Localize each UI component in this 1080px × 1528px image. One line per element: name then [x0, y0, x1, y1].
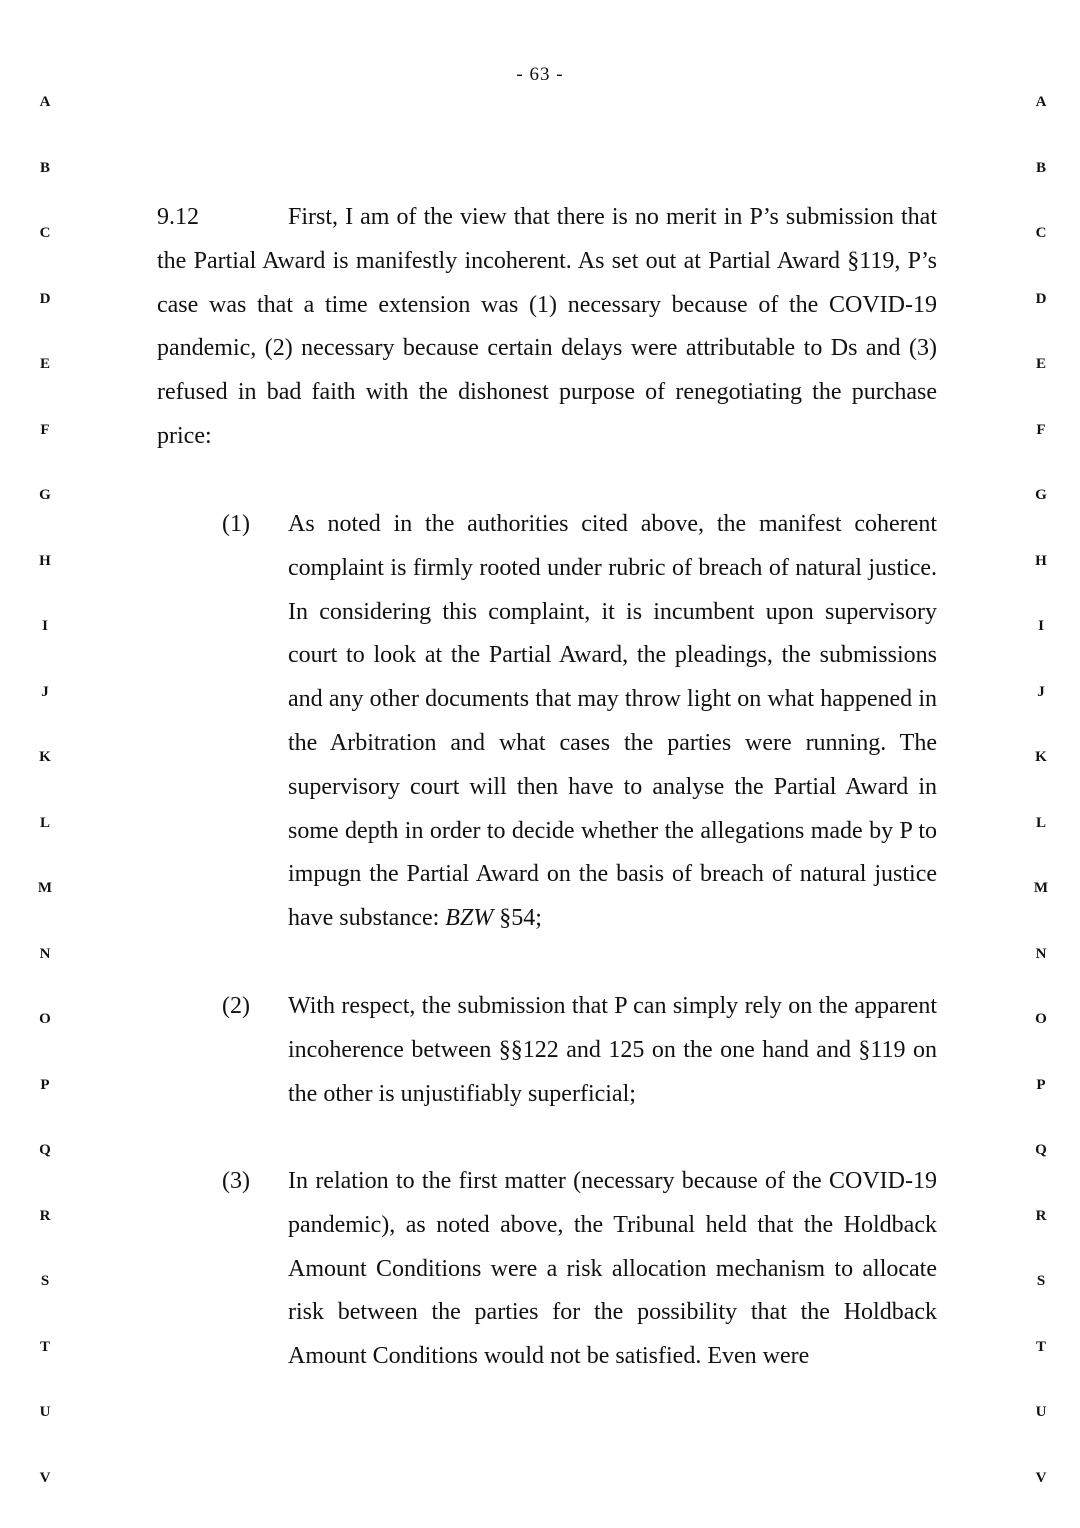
margin-letter: I — [1038, 618, 1044, 634]
margin-letter: U — [1035, 1404, 1047, 1420]
margin-letter: N — [1035, 945, 1047, 962]
margin-letter: K — [1035, 749, 1047, 765]
margin-letter: L — [39, 814, 50, 831]
paragraph-text — [157, 196, 937, 459]
subparagraph-body: As noted in the authorities cited above, the manifest coherent complaint is firmly rooted under rubric of breach of natural justice. In considering this complaint, it is incumbent upon supervisory court to look at the Partial Award, the pleadings, the submissions and any other documents that may throw light on what happened in the Arbitration and what cases the parties were running. The supervisory court will then have to analyse the Partial Award in some depth in order to decide whether the allegations made by P to impugn the Partial Award on the basis of breach of natural justice have substance: — [288, 511, 937, 932]
margin-letter: V — [39, 1469, 51, 1486]
margin-letter: T — [39, 1338, 50, 1355]
subparagraph-text — [288, 503, 937, 941]
margin-letter: C — [39, 225, 51, 241]
margin-letter: I — [42, 618, 48, 634]
margin-letter: T — [1035, 1338, 1046, 1355]
margin-letter: K — [39, 749, 51, 765]
margin-letter: F — [40, 421, 50, 438]
margin-letter: H — [39, 552, 51, 569]
margin-letter: M — [1033, 880, 1049, 896]
margin-letter: P — [40, 1076, 50, 1093]
margin-letter: U — [39, 1404, 51, 1420]
margin-letter: F — [1036, 421, 1046, 438]
margin-letter: O — [39, 1011, 51, 1027]
margin-letter: H — [1035, 552, 1047, 569]
margin-letter: S — [1036, 1273, 1046, 1289]
margin-letter: C — [1035, 225, 1047, 241]
margin-letter: J — [41, 683, 49, 700]
subparagraph-number: (3) — [222, 1168, 250, 1194]
margin-letter: Q — [1035, 1142, 1047, 1158]
subparagraph-number: (2) — [222, 993, 250, 1019]
paragraph-9-12 — [157, 196, 937, 459]
paragraph-number: 9.12 — [157, 204, 199, 230]
subparagraph-text: In relation to the first matter (necessary because of the COVID-19 pandemic), as noted above, the Tribunal held that the Holdback Amount Conditions were a risk allocation mechanism to allocate risk between the parties for the possibility that the Holdback Amount Conditions would not be satisfied. Even were — [288, 1168, 937, 1370]
margin-letter: G — [39, 487, 51, 503]
margin-letter: D — [39, 290, 51, 307]
margin-letter: J — [1037, 683, 1045, 700]
margin-letter: M — [37, 880, 53, 896]
page-number: - 63 - — [516, 64, 564, 85]
margin-letter: S — [40, 1273, 50, 1289]
margin-letter: A — [1035, 94, 1047, 110]
margin-letter: R — [39, 1207, 51, 1224]
case-citation: BZW — [445, 905, 494, 932]
margin-letter: Q — [39, 1142, 51, 1158]
margin-letter: R — [1035, 1207, 1047, 1224]
left-margin-letters — [30, 0, 60, 1528]
margin-letter: D — [1035, 290, 1047, 307]
subparagraph-text: With respect, the submission that P can simply rely on the apparent incoherence between §§122 and 125 on the one hand and §119 on the other is unjustifiably superficial; — [288, 993, 937, 1107]
paragraph-body: First, I am of the view that there is no merit in P’s submission that the Partial Award is manifestly incoherent. As set out at Partial Award §119, P’s case was that a time extension was (1) necessary because of the COVID-19 pandemic, (2) necessary because certain delays were attributable to Ds and (3) refused in bad faith with the dishonest purpose of renegotiating the purchase price: — [157, 204, 937, 449]
subparagraph-number: (1) — [222, 511, 250, 537]
margin-letter: L — [1035, 814, 1046, 831]
citation-tail: §54; — [493, 905, 542, 932]
margin-letter: N — [39, 945, 51, 962]
margin-letter: E — [39, 356, 50, 372]
margin-letter: B — [39, 159, 50, 176]
subparagraph-3 — [222, 1160, 937, 1379]
subparagraph-2 — [222, 985, 937, 1116]
margin-letter: P — [1036, 1076, 1046, 1093]
margin-letter: V — [1035, 1469, 1047, 1486]
margin-letter: A — [39, 94, 51, 110]
margin-letter: B — [1035, 159, 1046, 176]
right-margin-letters — [1026, 0, 1056, 1528]
subparagraph-1 — [222, 503, 937, 941]
margin-letter: G — [1035, 487, 1047, 503]
margin-letter: O — [1035, 1011, 1047, 1027]
margin-letter: E — [1035, 356, 1046, 372]
